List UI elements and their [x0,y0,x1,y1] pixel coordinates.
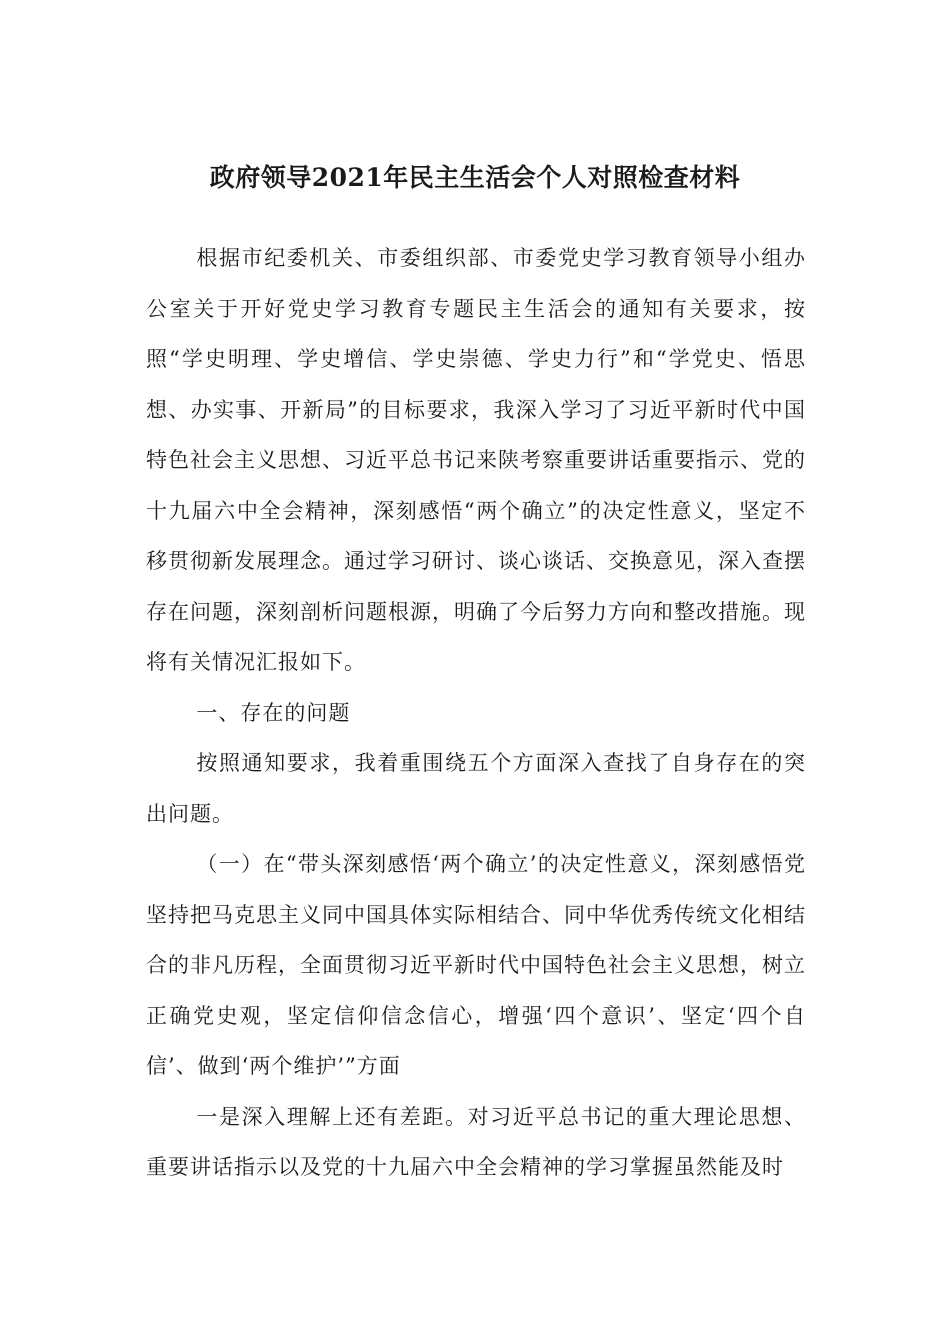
paragraph-point-1: 一是深入理解上还有差距。对习近平总书记的重大理论思想、重要讲话指示以及党的十九届六中全会精神的学习掌握虽然能及时 [146,1104,806,1179]
document-body [146,233,806,1193]
paragraph-intro: 根据市纪委机关、市委组织部、市委党史学习教育领导小组办公室关于开好党史学习教育专题民主生活会的通知有关要求，按照“学史明理、学史增信、学史崇德、学史力行”和“学党史、悟思想、办实事、开新局”的目标要求，我深入学习了习近平新时代中国特色社会主义思想、习近平总书记来陕考察重要讲话重要指示、党的十九届六中全会精神，深刻感悟“两个确立”的决定性意义，坚定不移贯彻新发展理念。通过学习研讨、谈心谈话、交换意见，深入查摆存在问题，深刻剖析问题根源，明确了今后努力方向和整改措施。现将有关情况汇报如下。 [146,246,806,674]
paragraph-overview: 按照通知要求，我着重围绕五个方面深入查找了自身存在的突出问题。 [146,751,806,826]
document-title: 政府领导2021年民主生活会个人对照检查材料 [209,163,741,192]
subsection-heading-1: （一）在“带头深刻感悟‘两个确立’的决定性意义，深刻感悟党坚持把马克思主义同中国具体实际相结合、同中华优秀传统文化相结合的非凡历程，全面贯彻习近平新时代中国特色社会主义思想，树立正确党史观，坚定信仰信念信心，增强‘四个意识’、坚定‘四个自信’、做到‘两个维护’”方面 [146,852,806,1078]
section-heading-problems: 一、存在的问题 [196,700,351,725]
